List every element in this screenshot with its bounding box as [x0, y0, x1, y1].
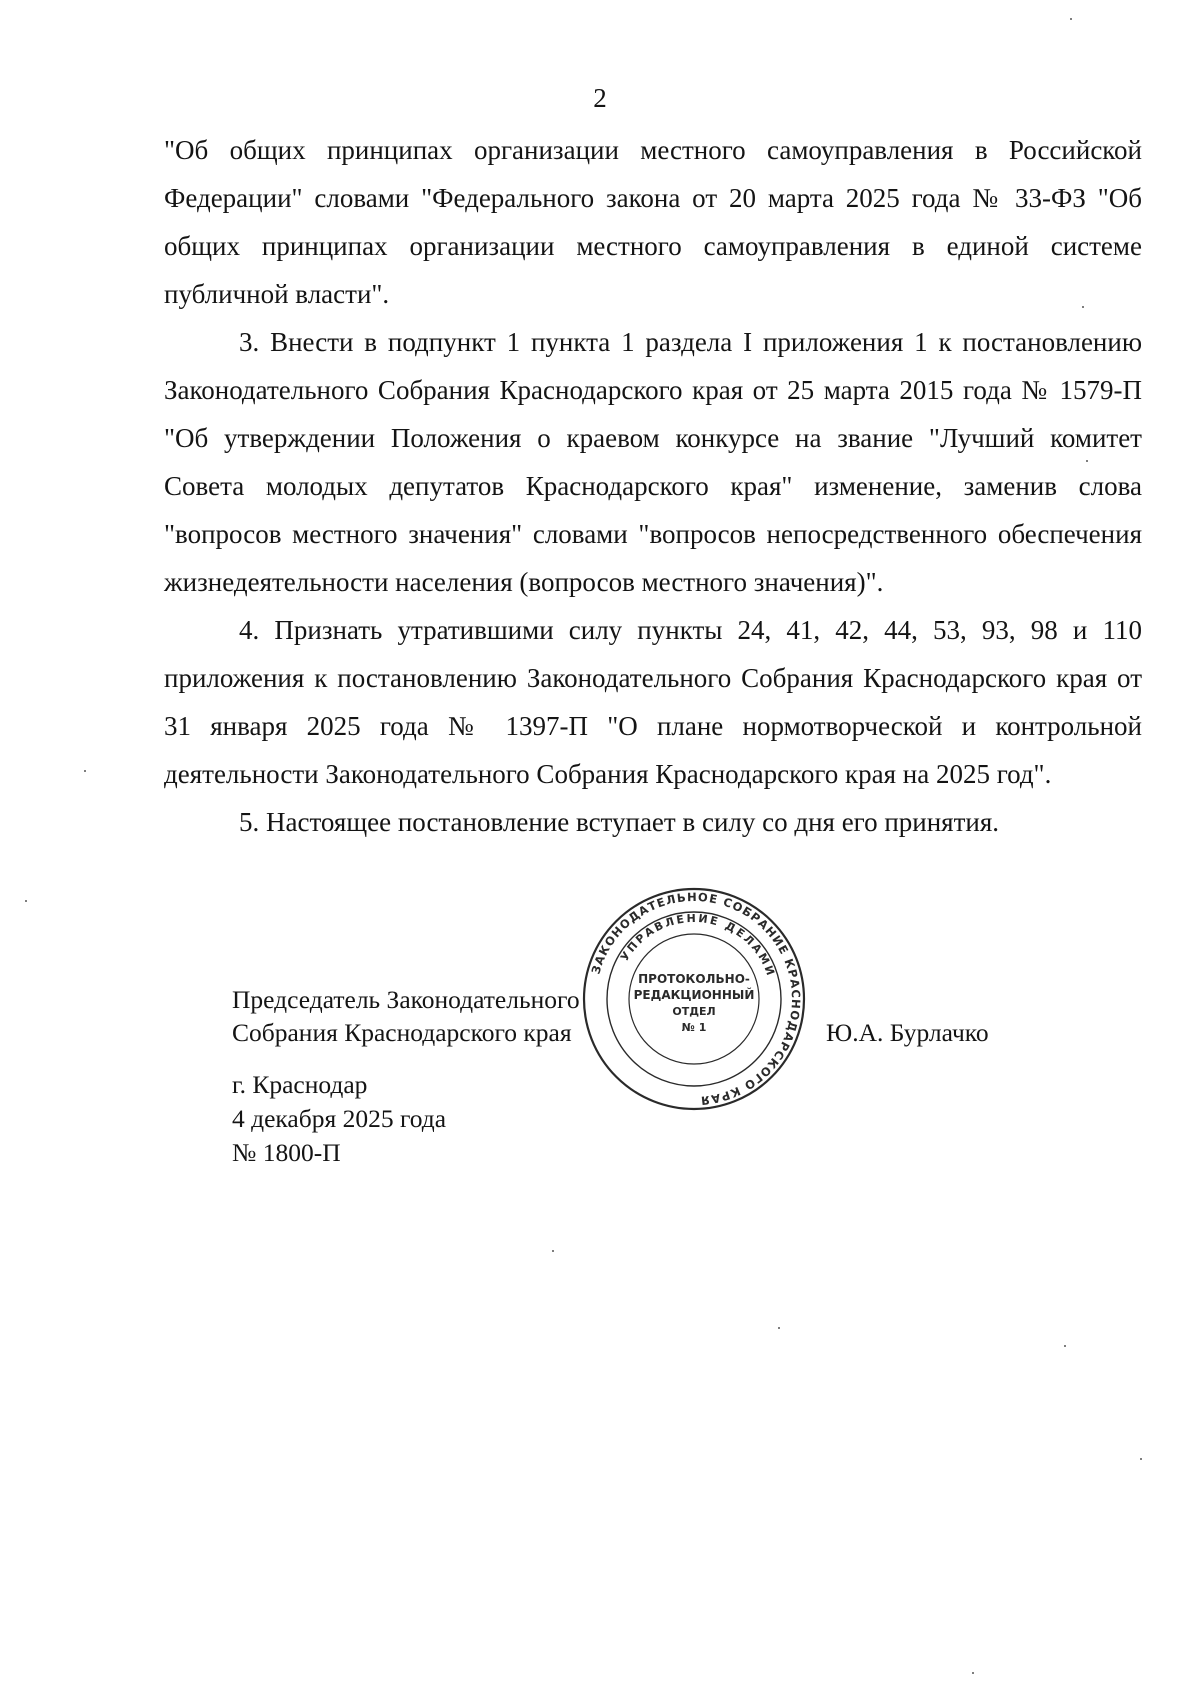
- paragraph-item-4: 4. Признать утратившими силу пункты 24, 41, 42, 44, 53, 93, 98 и 110 приложения к постановлению Законодательного Собрания Краснодарского края от 31 января 2025 года № 1397-П "О плане нормотворческой и контрольной деятельности Законодательного Собрания Краснодарского края на 2025 год".: [164, 615, 1142, 789]
- document-number: № 1800-П: [232, 1138, 341, 1167]
- scan-speck: [778, 1327, 780, 1329]
- scan-speck: [972, 1672, 974, 1674]
- signature-position: [232, 983, 580, 1049]
- signer-name: Ю.А. Бурлачко: [826, 1018, 989, 1047]
- page-number: 2: [593, 83, 607, 113]
- scan-speck: [84, 770, 86, 772]
- official-seal: [582, 887, 806, 1111]
- seal-center-line-4: № 1: [681, 1021, 707, 1034]
- paragraph-item-5: 5. Настоящее постановление вступает в силу со дня его принятия.: [239, 807, 1000, 837]
- paragraph-continuation: "Об общих принципах организации местного самоуправления в Российской Федерации" словами "Федерального закона от 20 марта 2025 года № 33-ФЗ "Об общих принципах организации местного самоуправления в единой системе публичной власти".: [164, 135, 1142, 309]
- scan-speck: [1082, 306, 1084, 308]
- seal-outer-text: ЗАКОНОДАТЕЛЬНОЕ СОБРАНИЕ КРАСНОДАРСКОГО КРАЯ: [588, 889, 804, 1108]
- scan-speck: [552, 1250, 554, 1252]
- signature-position-line-2: Собрания Краснодарского края: [232, 1018, 572, 1047]
- seal-inner-text: УПРАВЛЕНИЕ ДЕЛАМИ: [617, 911, 778, 980]
- scan-speck: [25, 900, 27, 902]
- scan-speck: [1070, 18, 1072, 20]
- scan-speck: [1140, 1458, 1142, 1460]
- place-date-block: [232, 1068, 446, 1170]
- scan-speck: [1086, 460, 1088, 462]
- paragraph-item-3: 3. Внести в подпункт 1 пункта 1 раздела I приложения 1 к постановлению Законодательного Собрания Краснодарского края от 25 марта 2015 года № 1579-П "Об утверждении Положения о краевом конкурсе на звание "Лучший комитет Совета молодых депутатов Краснодарского края" изменение, заменив слова "вопросов местного значения" словами "вопросов непосредственного обеспечения жизнедеятельности населения (вопросов местного значения)".: [164, 327, 1142, 597]
- document-date: 4 декабря 2025 года: [232, 1104, 447, 1133]
- document-body: [164, 126, 1142, 846]
- seal-center-line-3: ОТДЕЛ: [672, 1005, 716, 1018]
- signature-position-line-1: Председатель Законодательного: [232, 985, 580, 1014]
- city: г. Краснодар: [232, 1070, 368, 1099]
- scan-speck: [1064, 1345, 1066, 1347]
- seal-center-line-1: ПРОТОКОЛЬНО-: [638, 972, 750, 986]
- seal-center-line-2: РЕДАКЦИОННЫЙ: [633, 988, 755, 1002]
